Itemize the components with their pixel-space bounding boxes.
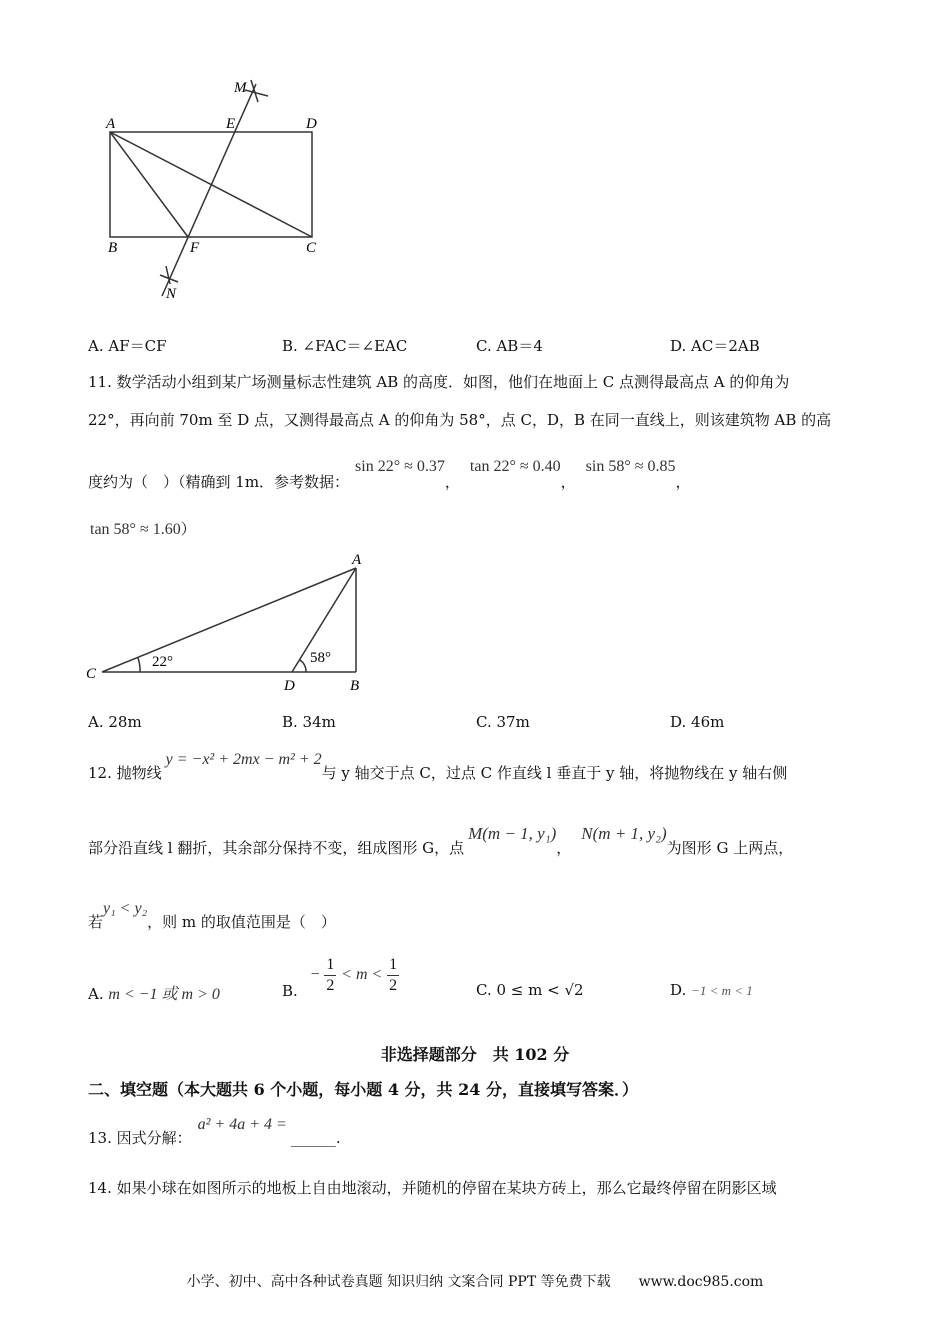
q12-option-d[interactable]: [670, 981, 753, 999]
q11-sep2: ，: [560, 473, 576, 491]
q12-line2-text: 部分沿直线 l 翻折，其余部分保持不变，组成图形 G，点: [88, 839, 465, 857]
label-tri-C: C: [86, 666, 97, 682]
label-D: D: [306, 116, 317, 132]
q11-sep1: ，: [444, 473, 460, 491]
q12-option-b-label: B.: [282, 982, 298, 1000]
label-E: E: [226, 116, 236, 132]
figure-triangle: [80, 550, 380, 695]
q12-line2: [88, 823, 794, 857]
q12-line3-rest: ，则 m 的取值范围是（ ）: [147, 913, 336, 931]
q12-point-m: M(m − 1, y₁): [468, 824, 557, 843]
q11-sep3: ，: [675, 473, 691, 491]
q12-option-b-frac2: [387, 955, 399, 996]
q12-option-b-minus: −: [310, 966, 320, 983]
q11-option-d[interactable]: D. 46m: [670, 713, 725, 731]
q11-sin58: sin 58° ≈ 0.85: [585, 458, 676, 475]
q11-sin22: sin 22° ≈ 0.37: [355, 458, 445, 475]
q12-option-a-label: A.: [88, 985, 104, 1003]
label-C: C: [306, 240, 317, 256]
q12-option-b[interactable]: [282, 955, 399, 1000]
q10-option-d[interactable]: D. AC＝2AB: [670, 337, 760, 355]
label-F: F: [190, 240, 200, 256]
q11-option-a[interactable]: A. 28m: [88, 713, 142, 731]
q12-comma: ，: [556, 839, 572, 857]
label-B: B: [108, 240, 118, 256]
q12-line3-prefix: 若: [88, 913, 104, 931]
q11-line3-text: 度约为（ ）（精确到 1m．参考数据：: [88, 473, 350, 491]
q12-option-a-text: m < −1 或 m > 0: [108, 986, 220, 1003]
q11-line1: 11. 数学活动小组到某广场测量标志性建筑 AB 的高度．如图，他们在地面上 C 点测得最高点 A 的仰角为: [88, 373, 790, 391]
label-tri-D: D: [284, 678, 295, 694]
q13-blank[interactable]: ______.: [290, 1129, 341, 1147]
q11-tan22: tan 22° ≈ 0.40: [469, 458, 561, 475]
q12-ineq: y₁ < y₂: [103, 900, 148, 917]
label-A: A: [106, 116, 116, 132]
q12-option-a[interactable]: [88, 981, 220, 1004]
q10-option-a[interactable]: A. AF＝CF: [88, 337, 167, 355]
label-M: M: [234, 80, 247, 96]
q11-line2: 22°，再向前 70m 至 D 点，又测得最高点 A 的仰角为 58°，点 C，D，B 在同一直线上，则该建筑物 AB 的高: [88, 411, 832, 429]
q12-option-b-frac1: [324, 955, 336, 996]
frac2-den: 2: [389, 977, 398, 994]
q11-option-b[interactable]: B. 34m: [282, 713, 336, 731]
q12-line3: [88, 897, 336, 931]
frac2-num: 1: [387, 955, 399, 976]
q13-expr: a² + 4a + 4 =: [197, 1116, 287, 1133]
q12-prefix: 12. 抛物线: [88, 764, 162, 782]
q12-option-c[interactable]: C. 0 ≤ m < √2: [476, 981, 584, 999]
figure-rectangle-bisector: [90, 70, 350, 310]
section2-title: 二、填空题（本大题共 6 个小题，每小题 4 分，共 24 分，直接填写答案．）: [88, 1080, 638, 1099]
q11-tan58: tan 58° ≈ 1.60: [90, 521, 181, 538]
q12-point-n: N(m + 1, y₂): [581, 824, 667, 843]
q12-option-d-text: −1 < m < 1: [691, 983, 753, 998]
q12-line2-rest: 为图形 G 上两点，: [666, 839, 794, 857]
label-tri-A: A: [352, 552, 362, 568]
section-title: 非选择题部分 共 102 分: [380, 1045, 570, 1064]
q12-line1-rest: 与 y 轴交于点 C，过点 C 作直线 l 垂直于 y 轴，将抛物线在 y 轴右侧: [321, 764, 788, 782]
label-tri-B: B: [350, 678, 360, 694]
footer: 小学、初中、高中各种试卷真题 知识归纳 文案合同 PPT 等免费下载 www.doc985.com: [186, 1274, 764, 1290]
q10-option-c[interactable]: C. AB＝4: [476, 337, 543, 355]
q11-line3: [88, 455, 691, 491]
q12-equation: y = −x² + 2mx − m² + 2: [165, 751, 322, 768]
q14-text: 14. 如果小球在如图所示的地板上自由地滚动，并随机的停留在某块方砖上，那么它最终停留在阴影区域: [88, 1179, 777, 1197]
q12-option-b-mid: < m <: [341, 966, 383, 983]
frac1-den: 2: [326, 977, 335, 994]
angle-c-label: 22°: [152, 654, 173, 670]
q13: [88, 1113, 341, 1147]
q12-line1: [88, 748, 788, 782]
q12-option-d-label: D.: [670, 981, 687, 999]
label-N: N: [166, 286, 177, 302]
q10-option-b[interactable]: B. ∠FAC＝∠EAC: [282, 337, 408, 355]
q13-prefix: 13. 因式分解：: [88, 1129, 192, 1147]
frac1-num: 1: [324, 955, 336, 976]
angle-d-label: 58°: [310, 650, 331, 666]
q11-line4: [90, 518, 196, 539]
q11-option-c[interactable]: C. 37m: [476, 713, 530, 731]
q11-close: ）: [180, 520, 196, 538]
